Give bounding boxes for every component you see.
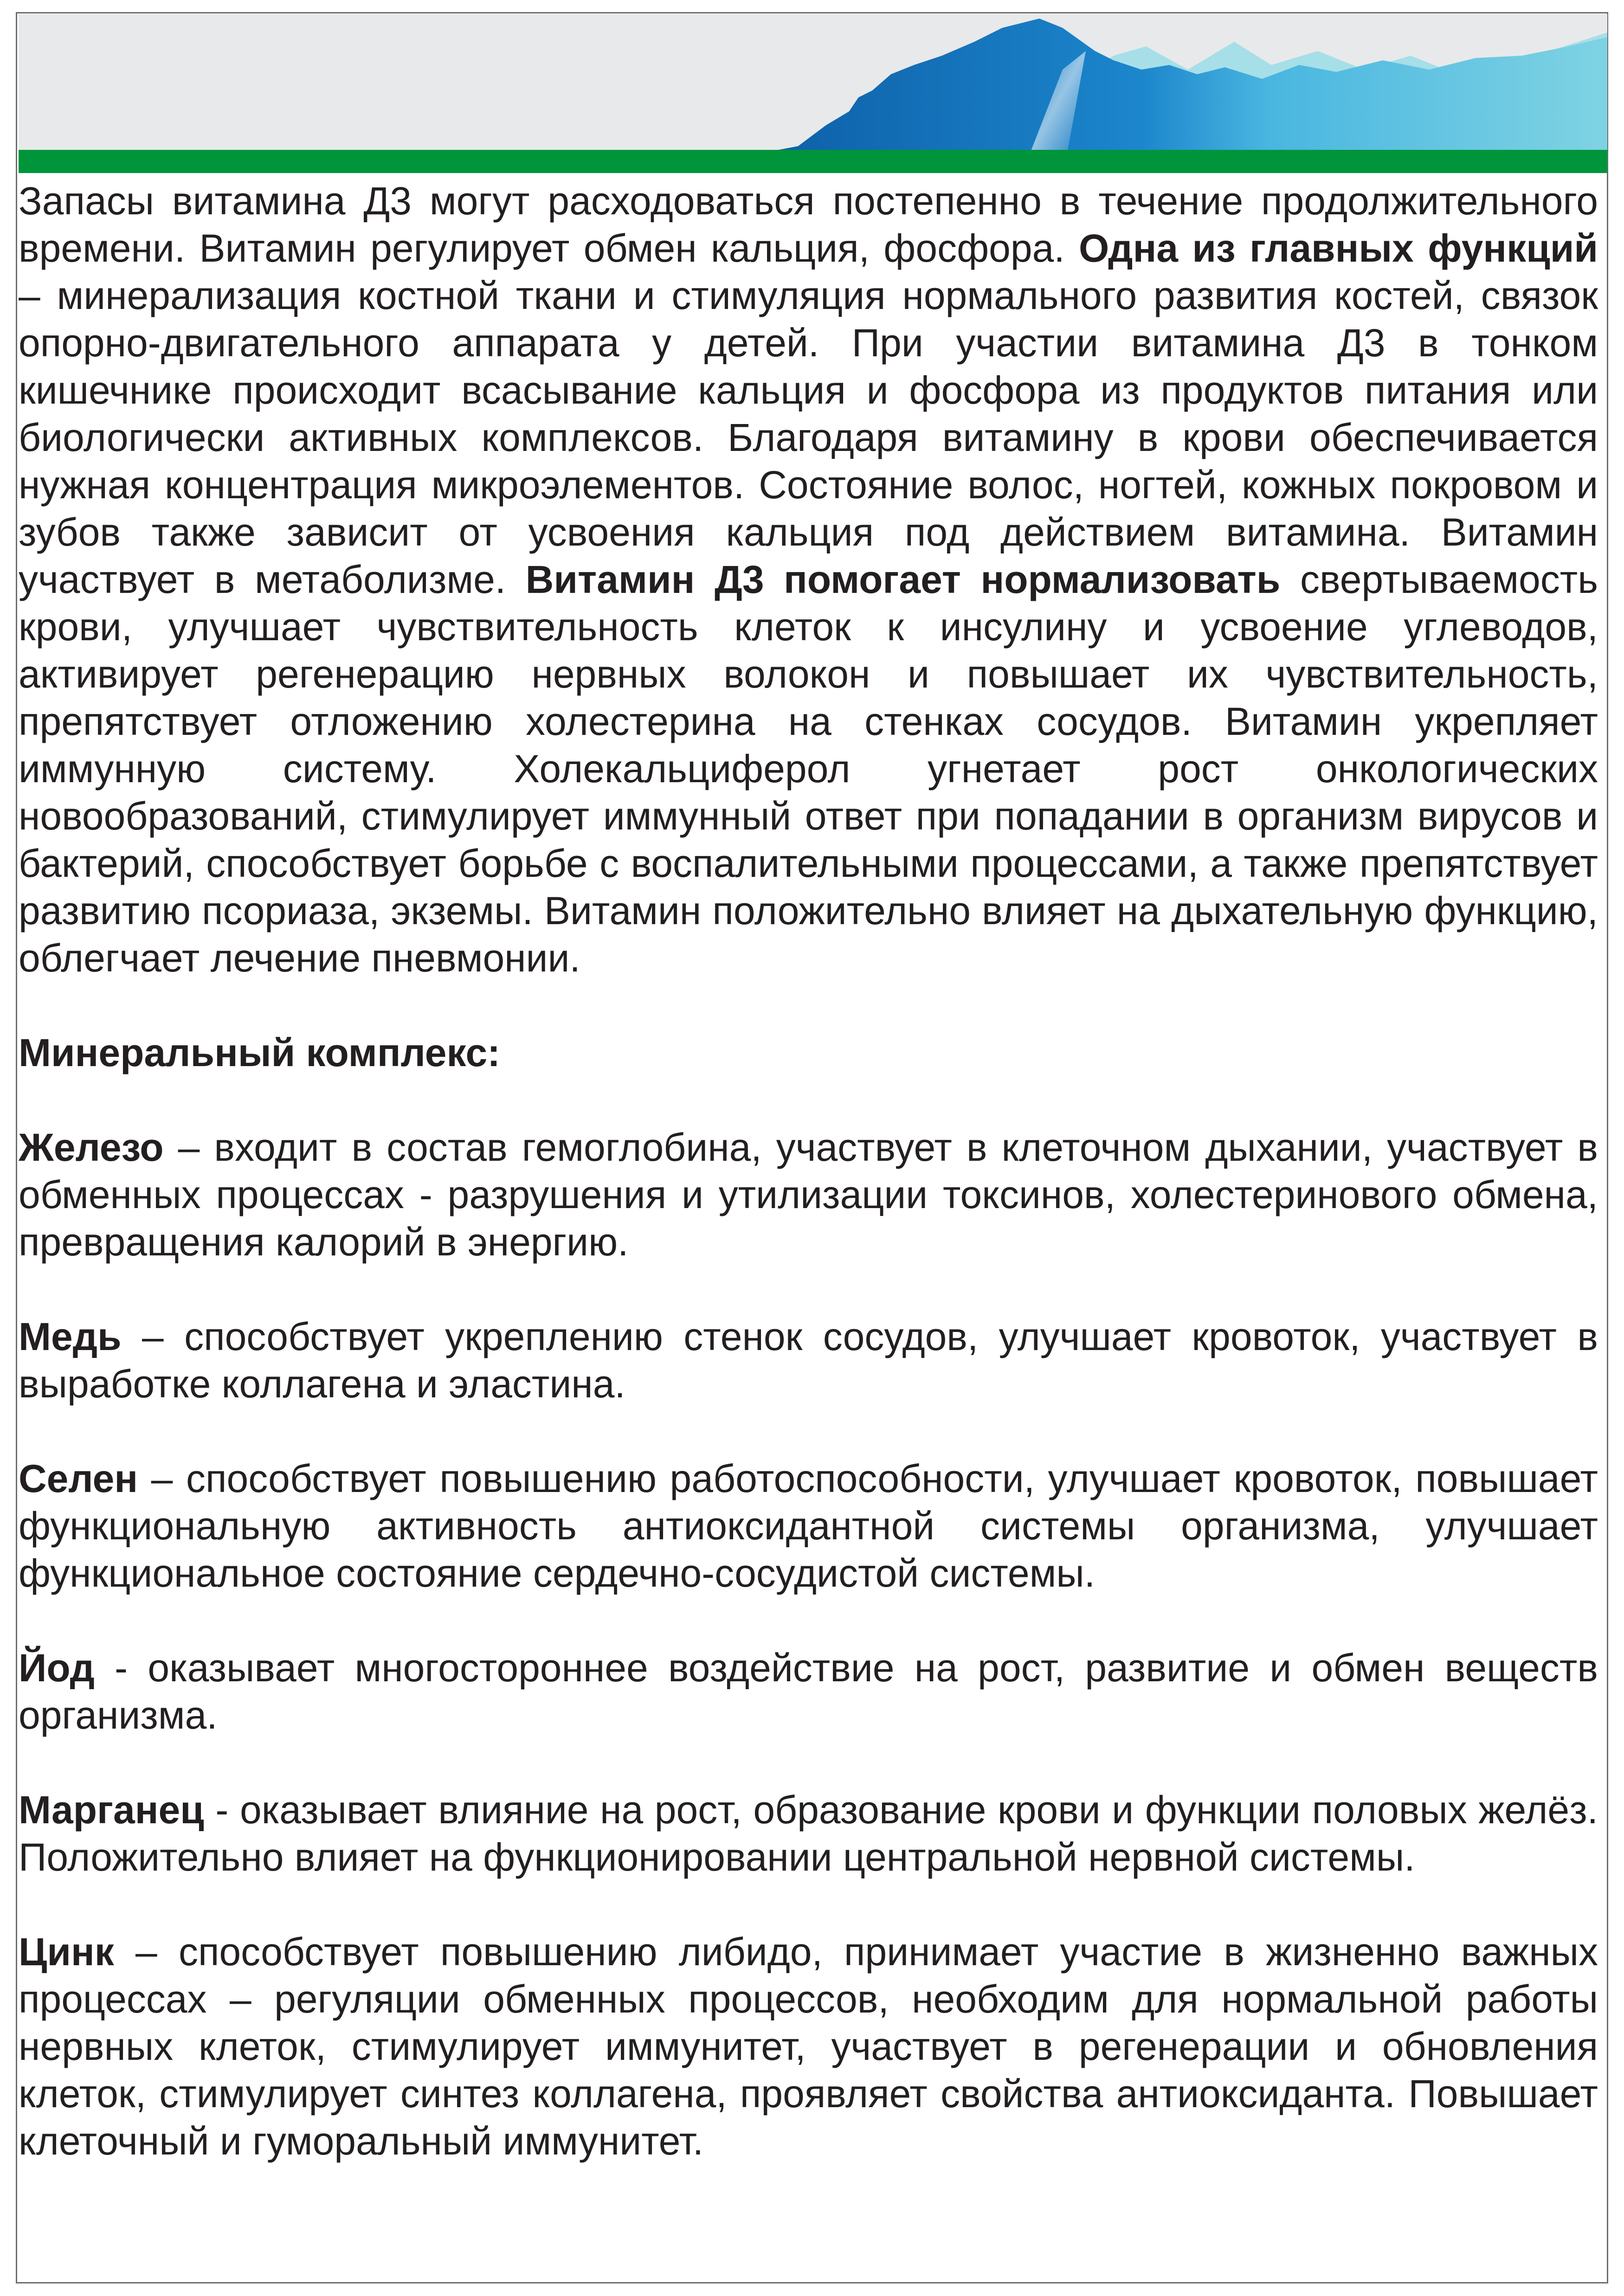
intro-text-1: Запасы витамина Д3 могут расходоваться постепенно в течение продолжительного времени. Витамин регулирует обмен кальция, фосфора. xyxy=(19,179,1598,270)
mountain-range-front xyxy=(761,19,1607,153)
intro-text-2: – минерализация костной ткани и стимуляция нормального развития костей, связок опорно-двигательного аппарата у детей. При участии витамина Д3 в тонком кишечнике происходит всасывание кальция и фосфора из продуктов питания или биологически активных комплексов. Благодаря витамину в крови обеспечивается нужная концентрация микроэлементов. Состояние волос, ногтей, кожных покровом и зубов также зависит от усвоения кальция под действием витамина. Витамин участвует в метаболизме. xyxy=(19,274,1598,601)
mineral-item-iodine xyxy=(19,1644,1598,1739)
mineral-item-selenium xyxy=(19,1455,1598,1597)
mineral-item-iron xyxy=(19,1124,1598,1266)
spacer xyxy=(19,1881,1598,1928)
mineral-description: – способствует повышению либидо, принимает участие в жизненно важных процессах – регуляции обменных процессов, необходим для нормальной работы нервных клеток, стимулирует иммунитет, участвует в регенерации и обновления клеток, стимулирует синтез коллагена, проявляет свойства антиоксиданта. Повышает клеточный и гуморальный иммунитет. xyxy=(19,1930,1598,2163)
article-body xyxy=(19,177,1598,2165)
mineral-description: – входит в состав гемоглобина, участвует в клеточном дыхании, участвует в обменных процессах - разрушения и утилизации токсинов, холестеринового обмена, превращения калорий в энергию. xyxy=(19,1125,1598,1264)
mineral-heading xyxy=(19,1029,1598,1076)
mineral-description: - оказывает влияние на рост, образование крови и функции половых желёз. Положительно влияет на функционировании центральной нервной системы. xyxy=(19,1788,1598,1879)
intro-bold-1: Одна из главных функций xyxy=(1079,226,1598,270)
mineral-name: Железо xyxy=(19,1125,164,1169)
spacer xyxy=(19,982,1598,1029)
mineral-description: - оказывает многостороннее воздействие на рост, развитие и обмен веществ организма. xyxy=(19,1646,1598,1737)
header-banner xyxy=(19,14,1607,153)
mineral-item-zinc xyxy=(19,1928,1598,2165)
intro-bold-2: Витамин Д3 помогает нормализовать xyxy=(525,558,1281,601)
green-divider-bar xyxy=(19,150,1607,173)
mineral-description: – способствует укреплению стенок сосудов, улучшает кровоток, участвует в выработке коллагена и эластина. xyxy=(19,1315,1598,1406)
mineral-description: – способствует повышению работоспособности, улучшает кровоток, повышает функциональную активность антиоксидантной системы организма, улучшает функциональное состояние сердечно-сосудистой системы. xyxy=(19,1457,1598,1595)
mineral-name: Марганец xyxy=(19,1788,204,1832)
mineral-heading-text: Минеральный комплекс: xyxy=(19,1031,501,1074)
spacer xyxy=(19,1739,1598,1786)
mineral-item-copper xyxy=(19,1313,1598,1408)
intro-text-3: свертываемость крови, улучшает чувствительность клеток к инсулину и усвоение углеводов, активирует регенерацию нервных волокон и повышает их чувствительность, препятствует отложению холестерина на стенках сосудов. Витамин укрепляет иммунную систему. Холекальциферол угнетает рост онкологических новообразований, стимулирует иммунный ответ при попадании в организм вирусов и бактерий, способствует борьбе с воспалительными процессами, а также препятствует развитию псориаза, экземы. Витамин положительно влияет на дыхательную функцию, облегчает лечение пневмонии. xyxy=(19,558,1598,980)
mineral-name: Медь xyxy=(19,1315,122,1358)
spacer xyxy=(19,1597,1598,1644)
mineral-name: Селен xyxy=(19,1457,138,1500)
mountain-illustration xyxy=(19,14,1607,153)
spacer xyxy=(19,1076,1598,1124)
intro-paragraph xyxy=(19,177,1598,982)
mineral-name: Цинк xyxy=(19,1930,114,1974)
mineral-name: Йод xyxy=(19,1646,95,1690)
spacer xyxy=(19,1266,1598,1313)
mineral-item-manganese xyxy=(19,1786,1598,1881)
spacer xyxy=(19,1408,1598,1455)
